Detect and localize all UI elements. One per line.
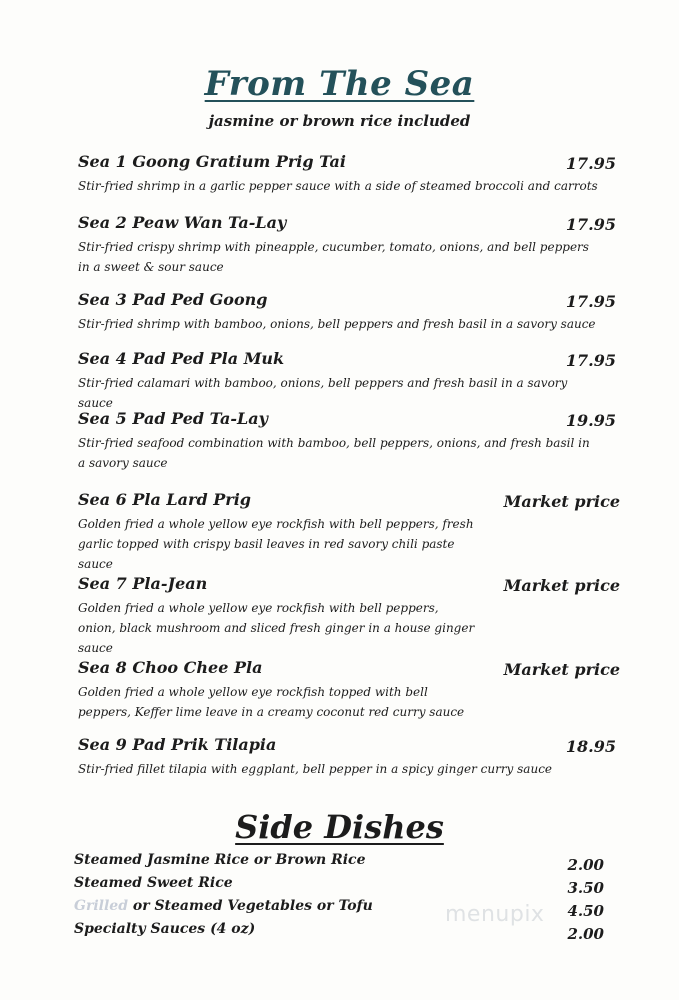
item-name: Sea 1 Goong Gratium Prig Tai	[78, 152, 346, 171]
side-dish-name-faded: Grilled	[74, 898, 128, 914]
item-price: Market price	[503, 660, 620, 679]
item-description: Golden fried a whole yellow eye rockfish with bell peppers, fresh garlic topped with crispy basil leaves in red savory chili paste sauce	[78, 517, 474, 571]
item-price: Market price	[503, 576, 620, 595]
item-description: Stir-fried seafood combination with bamboo, bell peppers, onions, and fresh basil in a savory sauce	[78, 436, 590, 470]
item-name: Sea 2 Peaw Wan Ta-Lay	[78, 213, 287, 232]
item-price: 17.95	[565, 351, 616, 370]
section-subtitle: jasmine or brown rice included	[208, 112, 471, 130]
item-description: Golden fried a whole yellow eye rockfish with bell peppers, onion, black mushroom and sliced fresh ginger in a house ginger sauce	[78, 601, 475, 655]
item-name: Sea 8 Choo Chee Pla	[78, 658, 263, 677]
side-dish-price: 2.00	[567, 925, 604, 943]
side-dish-name-text: or Steamed Vegetables or Tofu	[132, 898, 373, 914]
item-name: Sea 5 Pad Ped Ta-Lay	[78, 409, 268, 428]
side-dish-price: 4.50	[567, 902, 604, 920]
side-dish-name: Steamed Sweet Rice	[74, 875, 233, 891]
item-name: Sea 7 Pla-Jean	[78, 574, 208, 593]
side-dish-name	[74, 898, 373, 914]
item-name: Sea 4 Pad Ped Pla Muk	[78, 349, 285, 368]
item-price: 17.95	[565, 215, 616, 234]
side-dish-price: 3.50	[567, 879, 604, 897]
item-name: Sea 9 Pad Prik Tilapia	[78, 735, 277, 754]
item-name: Sea 6 Pla Lard Prig	[78, 490, 251, 509]
side-dish-row	[74, 852, 614, 874]
side-dish-price: 2.00	[567, 856, 604, 874]
item-price: 19.95	[565, 411, 616, 430]
item-description: Stir-fried shrimp with bamboo, onions, bell peppers and fresh basil in a savory sauce	[78, 317, 596, 331]
watermark-logo: menupix	[445, 902, 545, 927]
item-description: Stir-fried fillet tilapia with eggplant, bell pepper in a spicy ginger curry sauce	[78, 762, 553, 776]
side-dish-name: Specialty Sauces (4 oz)	[74, 921, 256, 937]
item-price: Market price	[503, 492, 620, 511]
item-description: Stir-fried shrimp in a garlic pepper sauce with a side of steamed broccoli and carrots	[78, 179, 598, 193]
item-description: Stir-fried crispy shrimp with pineapple, cucumber, tomato, onions, and bell peppers in a sweet & sour sauce	[78, 240, 589, 274]
item-description: Stir-fried calamari with bamboo, onions, bell peppers and fresh basil in a savory sauce	[78, 376, 568, 410]
side-dish-row	[74, 875, 614, 897]
section-title-from-the-sea: From The Sea	[204, 64, 475, 104]
item-name: Sea 3 Pad Ped Goong	[78, 290, 268, 309]
item-price: 17.95	[565, 154, 616, 173]
side-dish-name: Steamed Jasmine Rice or Brown Rice	[74, 852, 366, 868]
item-price: 17.95	[565, 292, 616, 311]
item-price: 18.95	[565, 737, 616, 756]
item-description: Golden fried a whole yellow eye rockfish topped with bell peppers, Keffer lime leave in a creamy coconut red curry sauce	[78, 685, 465, 719]
section-title-side-dishes: Side Dishes	[235, 808, 444, 846]
